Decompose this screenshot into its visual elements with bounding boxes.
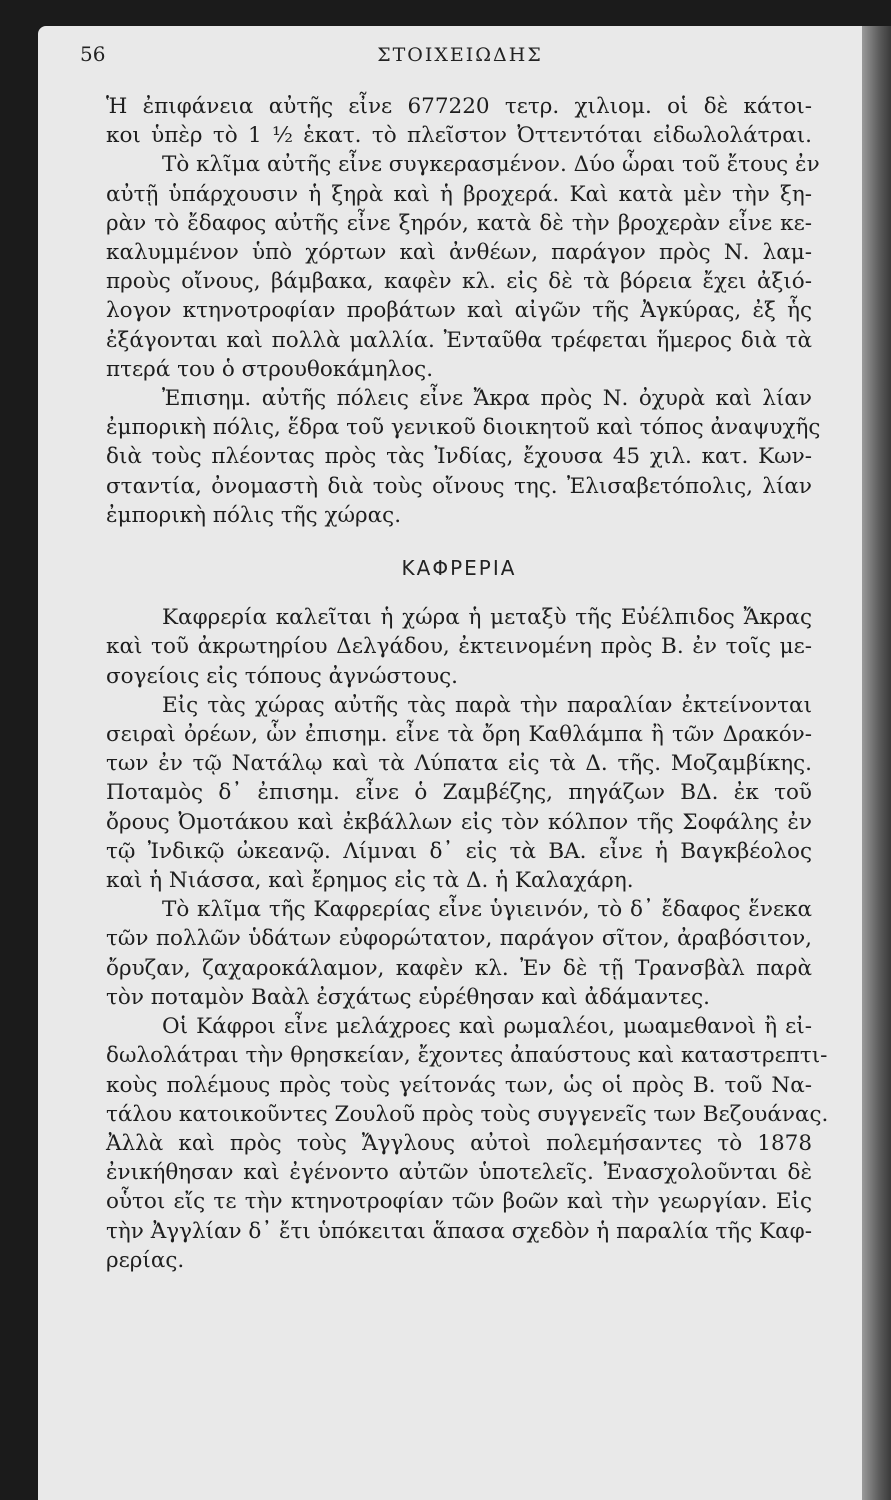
text-line: Ἡ ἐπιφάνεια αὐτῆς εἶνε 677220 τετρ. χιλιομ. οἱ δὲ κάτοι-: [106, 94, 812, 119]
text-line: Οἱ Κάφροι εἶνε μελάχροες καὶ ρωμαλέοι, μωαμεθανοὶ ἢ εἰ-: [162, 1014, 812, 1040]
text-line: πτερά του ὁ στρουθοκάμηλος.: [106, 356, 434, 382]
text-line: προὺς οἴνους, βάμβακα, καφὲν κλ. εἰς δὲ τὰ βόρεια ἔχει ἀξιό-: [106, 269, 812, 295]
text-line: ἐνικήθησαν καὶ ἐγένοντο αὐτῶν ὑποτελεῖς. Ἐνασχολοῦνται δὲ: [106, 1160, 812, 1186]
text-line: Τὸ κλῖμα αὐτῆς εἶνε συγκερασμένον. Δύο ὧραι τοῦ ἔτους ἐν: [162, 152, 820, 178]
text-line: ἐξάγονται καὶ πολλὰ μαλλία. Ἐνταῦθα τρέφεται ἥμερος διὰ τὰ: [106, 327, 812, 353]
text-line: ὄρυζαν, ζαχαροκάλαμον, καφὲν κλ. Ἐν δὲ τῇ Τρανσβὰλ παρὰ: [106, 955, 812, 981]
text-line: καὶ τοῦ ἀκρωτηρίου Δελγάδου, ἐκτεινομένη πρὸς Β. ἐν τοῖς με-: [106, 634, 812, 660]
text-line: τὴν Ἀγγλίαν δ᾽ ἔτι ὑπόκειται ἅπασα σχεδὸν ἡ παραλία τῆς Καφ-: [106, 1218, 812, 1244]
text-line: ἐμπορικὴ πόλις τῆς χώρας.: [106, 502, 402, 528]
text-line: οὗτοι εἴς τε τὴν κτηνοτροφίαν τῶν βοῶν καὶ τὴν γεωργίαν. Εἰς: [106, 1189, 812, 1215]
text-line: διὰ τοὺς πλέοντας πρὸς τὰς Ἰνδίας, ἔχουσα 45 χιλ. κατ. Κων-: [106, 444, 812, 470]
text-line: Ἐπισημ. αὐτῆς πόλεις εἶνε Ἄκρα πρὸς Ν. ὀχυρὰ καὶ λίαν: [162, 386, 812, 412]
page-header: [80, 42, 840, 72]
book-binding-edge: [862, 26, 891, 1500]
text-line: σειραὶ ὀρέων, ὧν ἐπισημ. εἶνε τὰ ὄρη Καθλάμπα ἢ τῶν Δρακόν-: [106, 722, 812, 748]
text-line: κοὺς πολέμους πρὸς τοὺς γείτονάς των, ὡς οἱ πρὸς Β. τοῦ Να-: [106, 1072, 812, 1098]
running-title: ΣΤΟΙΧΕΙΩΔΗΣ: [377, 44, 543, 66]
text-line: Εἰς τὰς χώρας αὐτῆς τὰς παρὰ τὴν παραλίαν ἐκτείνονται: [162, 692, 812, 718]
text-line: δωλολάτραι τὴν θρησκείαν, ἔχοντες ἀπαύστους καὶ καταστρεπτι-: [106, 1043, 828, 1069]
text-line: Καφρερία καλεῖται ἡ χώρα ἡ μεταξὺ τῆς Εὐέλπιδος Ἄκρας: [162, 605, 812, 631]
text-line: Τὸ κλῖμα τῆς Καφρερίας εἶνε ὑγιεινόν, τὸ δ᾽ ἔδαφος ἕνεκα: [162, 897, 812, 923]
text-line: καλυμμένον ὑπὸ χόρτων καὶ ἀνθέων, παράγον πρὸς Ν. λαμ-: [106, 240, 812, 266]
text-line: λογον κτηνοτροφίαν προβάτων καὶ αἰγῶν τῆς Ἀγκύρας, ἐξ ἧς: [106, 298, 812, 324]
text-line: τὸν ποταμὸν Βαὰλ ἐσχάτως εὑρέθησαν καὶ ἀδάμαντες.: [106, 984, 710, 1010]
text-line: τῷ Ἰνδικῷ ὠκεανῷ. Λίμναι δ᾽ εἰς τὰ ΒΑ. εἶνε ἡ Βαγκβέολος: [106, 838, 812, 864]
text-line: κοι ὑπὲρ τὸ 1 ½ ἑκατ. τὸ πλεῖστον Ὀττεντόται εἰδωλολάτραι.: [106, 123, 812, 149]
text-line: ρερίας.: [106, 1247, 185, 1273]
text-line: ρὰν τὸ ἔδαφος αὐτῆς εἶνε ξηρόν, κατὰ δὲ τὴν βροχερὰν εἶνε κε-: [106, 210, 812, 236]
text-line: σογείοις εἰς τόπους ἀγνώστους.: [106, 663, 459, 689]
text-line: τῶν πολλῶν ὑδάτων εὐφορώτατον, παράγον σῖτον, ἀραβόσιτον,: [106, 926, 812, 952]
text-line: σταντία, ὀνομαστὴ διὰ τοὺς οἴνους της. Ἐλισαβετόπολις, λίαν: [106, 473, 812, 499]
text-line: ἐμπορικὴ πόλις, ἕδρα τοῦ γενικοῦ διοικητοῦ καὶ τόπος ἀναψυχῆς: [106, 415, 821, 441]
text-line: Ἀλλὰ καὶ πρὸς τοὺς Ἄγγλους αὐτοὶ πολεμήσαντες τὸ 1878: [106, 1130, 812, 1156]
text-line: καὶ ἡ Νιάσσα, καὶ ἔρημος εἰς τὰ Δ. ἡ Καλαχάρη.: [106, 868, 634, 894]
text-line: ὄρους Ὀμοτάκου καὶ ἐκβάλλων εἰς τὸν κόλπον τῆς Σοφάλης ἐν: [106, 809, 812, 835]
page-body: [106, 92, 829, 1275]
page-number: 56: [80, 42, 106, 66]
text-line: τάλου κατοικοῦντες Ζουλοῦ πρὸς τοὺς συγγενεῖς των Βεζουάνας.: [106, 1101, 829, 1127]
text-line: αὐτῇ ὑπάρχουσιν ἡ ξηρὰ καὶ ἡ βροχερά. Καὶ κατὰ μὲν τὴν ξη-: [106, 181, 812, 207]
text-line: των ἐν τῷ Νατάλῳ καὶ τὰ Λύπατα εἰς τὰ Δ. τῆς. Μοζαμβίκης.: [106, 751, 812, 777]
text-line: Ποταμὸς δ᾽ ἐπισημ. εἶνε ὁ Ζαμβέζης, πηγάζων ΒΔ. ἐκ τοῦ: [106, 780, 812, 806]
section-two: [106, 603, 829, 1275]
section-heading: ΚΑΦΡΕΡΙΑ: [401, 556, 517, 581]
section-one: [106, 92, 821, 530]
